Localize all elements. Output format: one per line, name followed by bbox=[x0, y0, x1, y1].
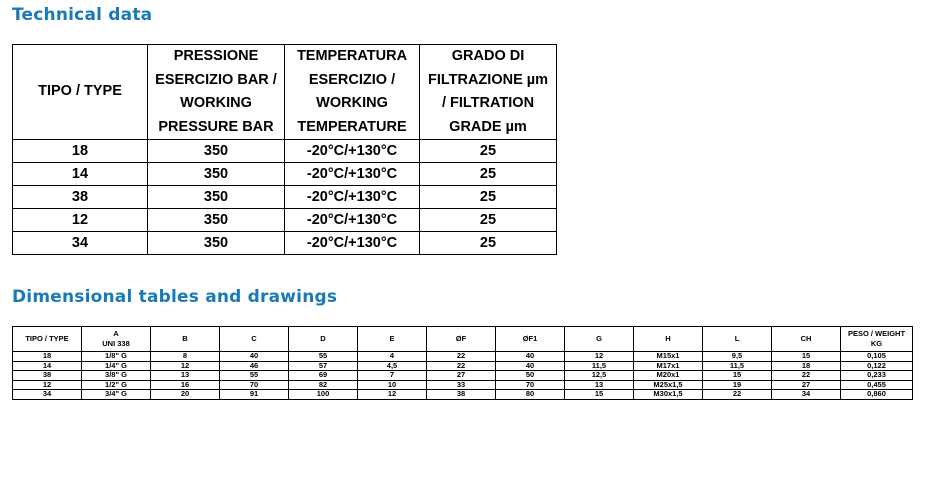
header-c bbox=[220, 327, 289, 352]
header-line: B bbox=[182, 334, 188, 343]
header-line: / FILTRATION bbox=[441, 95, 535, 111]
cell-l: 19 bbox=[703, 380, 772, 390]
table-row bbox=[13, 140, 557, 163]
cell-filtration: 25 bbox=[420, 163, 557, 186]
cell-e: 7 bbox=[358, 371, 427, 381]
cell-h: M15x1 bbox=[634, 352, 703, 362]
cell-filtration: 25 bbox=[420, 232, 557, 255]
cell-l: 11,5 bbox=[703, 361, 772, 371]
header-line: L bbox=[734, 334, 740, 343]
table-row bbox=[13, 390, 913, 400]
cell-d: 55 bbox=[289, 352, 358, 362]
header-line: D bbox=[320, 334, 326, 343]
header-filtration bbox=[420, 45, 557, 140]
header-line: C bbox=[251, 334, 257, 343]
cell-g: 12 bbox=[565, 352, 634, 362]
header-line: ESERCIZIO / bbox=[308, 71, 396, 88]
technical-data-title: Technical data bbox=[12, 5, 153, 25]
cell-g: 13 bbox=[565, 380, 634, 390]
header-line: ØF1 bbox=[522, 334, 538, 343]
cell-f: 22 bbox=[427, 361, 496, 371]
cell-f1: 80 bbox=[496, 390, 565, 400]
cell-temperature: -20°C/+130°C bbox=[285, 209, 420, 232]
header-l bbox=[703, 327, 772, 352]
cell-h: M25x1,5 bbox=[634, 380, 703, 390]
cell-weight: 0,233 bbox=[841, 371, 913, 381]
header-line: CH bbox=[800, 334, 812, 343]
table-row bbox=[13, 209, 557, 232]
header-line: GRADO DI bbox=[451, 48, 525, 64]
cell-type: 12 bbox=[13, 209, 148, 232]
cell-filtration: 25 bbox=[420, 186, 557, 209]
cell-b: 13 bbox=[151, 371, 220, 381]
cell-l: 22 bbox=[703, 390, 772, 400]
cell-type: 12 bbox=[13, 380, 82, 390]
cell-e: 4 bbox=[358, 352, 427, 362]
header-type bbox=[13, 327, 82, 352]
header-line: E bbox=[389, 334, 395, 343]
cell-c: 46 bbox=[220, 361, 289, 371]
table-row bbox=[13, 371, 913, 381]
header-f1 bbox=[496, 327, 565, 352]
cell-ch: 15 bbox=[772, 352, 841, 362]
cell-f1: 70 bbox=[496, 380, 565, 390]
header-f bbox=[427, 327, 496, 352]
header-line: TIPO / TYPE bbox=[25, 334, 69, 343]
cell-l: 9,5 bbox=[703, 352, 772, 362]
header-line: KG bbox=[870, 339, 883, 348]
cell-e: 4,5 bbox=[358, 361, 427, 371]
cell-ch: 18 bbox=[772, 361, 841, 371]
header-line: A bbox=[113, 329, 119, 338]
cell-b: 12 bbox=[151, 361, 220, 371]
cell-type: 18 bbox=[13, 140, 148, 163]
technical-header-row bbox=[13, 45, 557, 140]
cell-a: 1/4" G bbox=[82, 361, 151, 371]
cell-temperature: -20°C/+130°C bbox=[285, 163, 420, 186]
table-row bbox=[13, 232, 557, 255]
cell-type: 18 bbox=[13, 352, 82, 362]
cell-type: 14 bbox=[13, 361, 82, 371]
header-type bbox=[13, 45, 148, 140]
cell-pressure: 350 bbox=[148, 186, 285, 209]
header-line: TEMPERATURA bbox=[296, 48, 408, 64]
cell-g: 12,5 bbox=[565, 371, 634, 381]
header-line: PRESSURE BAR bbox=[158, 118, 274, 135]
cell-type: 38 bbox=[13, 371, 82, 381]
header-b bbox=[151, 327, 220, 352]
cell-e: 10 bbox=[358, 380, 427, 390]
header-line: FILTRAZIONE µm bbox=[427, 71, 549, 88]
header-e bbox=[358, 327, 427, 352]
cell-weight: 0,455 bbox=[841, 380, 913, 390]
header-line: H bbox=[665, 334, 671, 343]
cell-g: 15 bbox=[565, 390, 634, 400]
header-line: PESO / WEIGHT bbox=[847, 329, 906, 338]
cell-b: 16 bbox=[151, 380, 220, 390]
cell-c: 55 bbox=[220, 371, 289, 381]
header-line: G bbox=[596, 334, 602, 343]
cell-ch: 22 bbox=[772, 371, 841, 381]
header-line: UNI 338 bbox=[102, 339, 130, 348]
header-line: WORKING bbox=[180, 95, 252, 111]
cell-pressure: 350 bbox=[148, 163, 285, 186]
cell-type: 34 bbox=[13, 232, 148, 255]
cell-d: 57 bbox=[289, 361, 358, 371]
cell-f: 38 bbox=[427, 390, 496, 400]
header-line: GRADE µm bbox=[449, 118, 527, 135]
cell-h: M30x1,5 bbox=[634, 390, 703, 400]
dimensional-header-row bbox=[13, 327, 913, 352]
cell-weight: 0,860 bbox=[841, 390, 913, 400]
table-row bbox=[13, 163, 557, 186]
cell-c: 91 bbox=[220, 390, 289, 400]
cell-d: 69 bbox=[289, 371, 358, 381]
cell-temperature: -20°C/+130°C bbox=[285, 186, 420, 209]
header-d bbox=[289, 327, 358, 352]
cell-f1: 40 bbox=[496, 361, 565, 371]
header-line: TIPO / TYPE bbox=[38, 83, 122, 100]
header-weight bbox=[841, 327, 913, 352]
header-ch bbox=[772, 327, 841, 352]
header-pressure bbox=[148, 45, 285, 140]
cell-type: 34 bbox=[13, 390, 82, 400]
header-a bbox=[82, 327, 151, 352]
cell-a: 1/2" G bbox=[82, 380, 151, 390]
cell-g: 11,5 bbox=[565, 361, 634, 371]
cell-f1: 50 bbox=[496, 371, 565, 381]
cell-a: 3/8" G bbox=[82, 371, 151, 381]
header-temperature bbox=[285, 45, 420, 140]
cell-e: 12 bbox=[358, 390, 427, 400]
header-line: TEMPERATURE bbox=[297, 118, 407, 135]
cell-type: 38 bbox=[13, 186, 148, 209]
table-row bbox=[13, 352, 913, 362]
header-line: PRESSIONE bbox=[173, 48, 259, 64]
cell-l: 15 bbox=[703, 371, 772, 381]
cell-weight: 0,122 bbox=[841, 361, 913, 371]
cell-d: 82 bbox=[289, 380, 358, 390]
cell-weight: 0,105 bbox=[841, 352, 913, 362]
dimensional-tables-title: Dimensional tables and drawings bbox=[12, 287, 338, 307]
cell-b: 8 bbox=[151, 352, 220, 362]
cell-pressure: 350 bbox=[148, 140, 285, 163]
dimensional-table bbox=[12, 326, 913, 400]
cell-type: 14 bbox=[13, 163, 148, 186]
header-line: ESERCIZIO BAR / bbox=[155, 71, 277, 88]
header-g bbox=[565, 327, 634, 352]
header-h bbox=[634, 327, 703, 352]
cell-f: 27 bbox=[427, 371, 496, 381]
cell-filtration: 25 bbox=[420, 140, 557, 163]
cell-ch: 27 bbox=[772, 380, 841, 390]
cell-b: 20 bbox=[151, 390, 220, 400]
header-line: WORKING bbox=[316, 95, 388, 111]
cell-a: 3/4" G bbox=[82, 390, 151, 400]
cell-h: M20x1 bbox=[634, 371, 703, 381]
cell-c: 70 bbox=[220, 380, 289, 390]
cell-c: 40 bbox=[220, 352, 289, 362]
table-row bbox=[13, 186, 557, 209]
cell-f: 33 bbox=[427, 380, 496, 390]
cell-f1: 40 bbox=[496, 352, 565, 362]
cell-a: 1/8" G bbox=[82, 352, 151, 362]
header-line: ØF bbox=[455, 334, 467, 343]
cell-pressure: 350 bbox=[148, 209, 285, 232]
cell-d: 100 bbox=[289, 390, 358, 400]
cell-f: 22 bbox=[427, 352, 496, 362]
cell-pressure: 350 bbox=[148, 232, 285, 255]
technical-data-table bbox=[12, 44, 557, 255]
cell-h: M17x1 bbox=[634, 361, 703, 371]
cell-temperature: -20°C/+130°C bbox=[285, 140, 420, 163]
cell-ch: 34 bbox=[772, 390, 841, 400]
cell-filtration: 25 bbox=[420, 209, 557, 232]
cell-temperature: -20°C/+130°C bbox=[285, 232, 420, 255]
